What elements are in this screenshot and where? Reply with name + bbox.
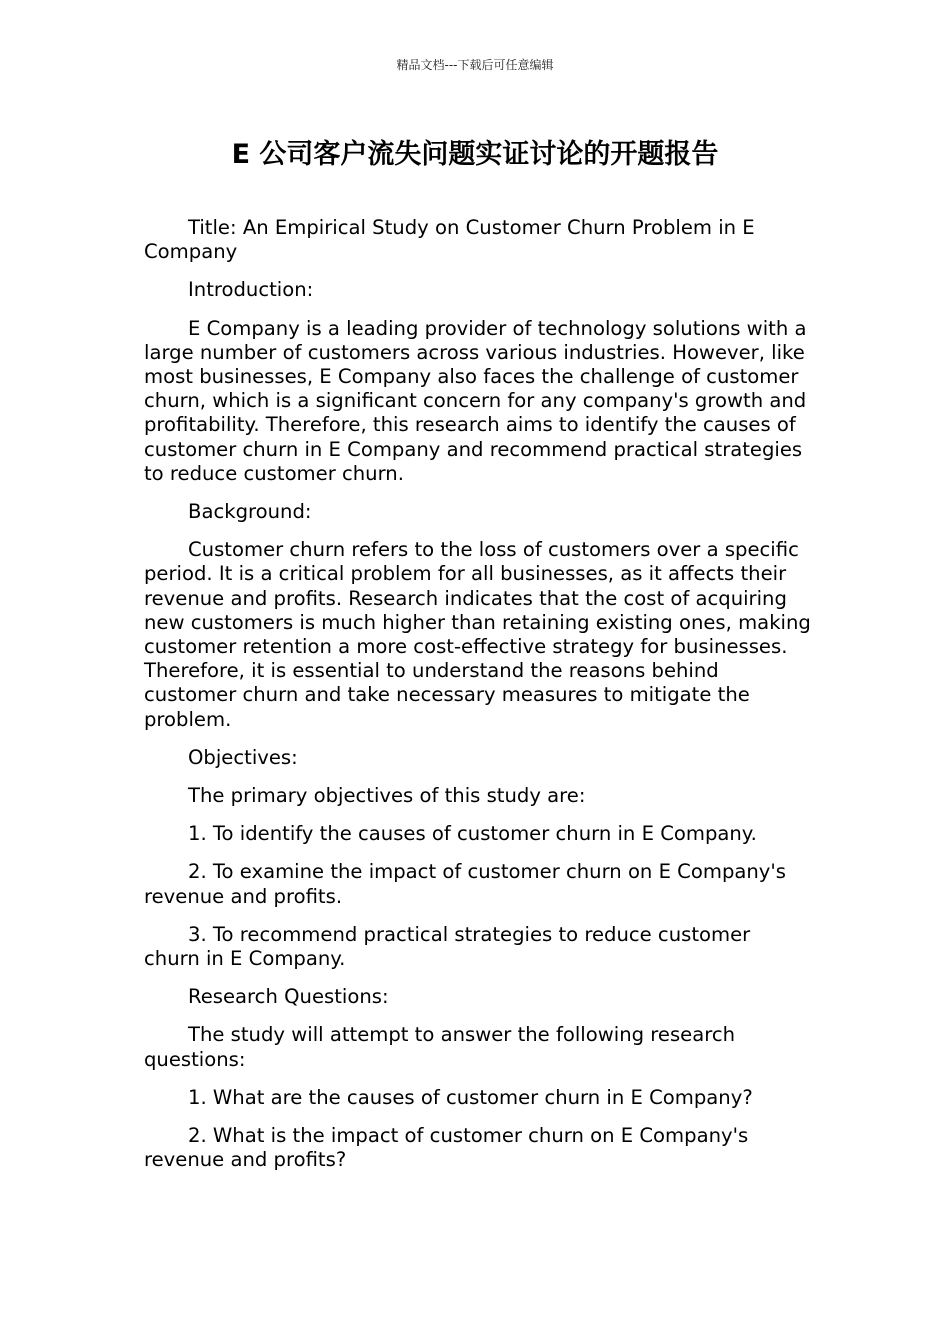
research-question-item-1: 1. What are the causes of customer churn in E Company?	[188, 1085, 753, 1109]
objective-item-3: 3. To recommend practical strategies to reduce customer churn in E Company.	[144, 922, 751, 971]
document-title: E 公司客户流失问题实证讨论的开题报告	[231, 139, 719, 170]
paragraph-objectives-intro: The primary objectives of this study are:	[188, 784, 586, 808]
research-question-item-2: 2. What is the impact of customer churn on E Company's revenue and profits?	[144, 1124, 749, 1172]
paragraph-research-questions-intro: The study will attempt to answer the following research questions:	[144, 1023, 736, 1071]
heading-introduction: Introduction:	[188, 278, 314, 302]
objective-item-1: 1. To identify the causes of customer churn in E Company.	[188, 822, 757, 846]
objective-item-2: 2. To examine the impact of customer churn on E Company's revenue and profits.	[144, 860, 786, 908]
heading-objectives: Objectives:	[188, 745, 298, 769]
paragraph-background: Customer churn refers to the loss of customers over a specific period. It is a critical problem for all businesses, as it affects their revenue and profits. Research indicates that the cost of acquiring new customers is much higher than retaining existing ones, making customer retention a more cost-effective strategy for businesses. Therefore, it is essential to understand the reasons behind customer churn and take necessary measures to mitigate the problem.	[144, 538, 811, 731]
heading-background: Background:	[188, 500, 312, 524]
paragraph-title-line: Title: An Empirical Study on Customer Churn Problem in E Company	[144, 216, 755, 264]
document-body	[144, 216, 812, 1187]
page-header-note: 精品文档---下载后可任意编辑	[396, 58, 554, 72]
paragraph-introduction: E Company is a leading provider of technology solutions with a large number of customers across various industries. However, like most businesses, E Company also faces the challenge of customer churn, which is a significant concern for any company's growth and profitability. Therefore, this research aims to identify the causes of customer churn in E Company and recommend practical strategies to reduce customer churn.	[144, 316, 807, 485]
heading-research-questions: Research Questions:	[188, 985, 389, 1009]
